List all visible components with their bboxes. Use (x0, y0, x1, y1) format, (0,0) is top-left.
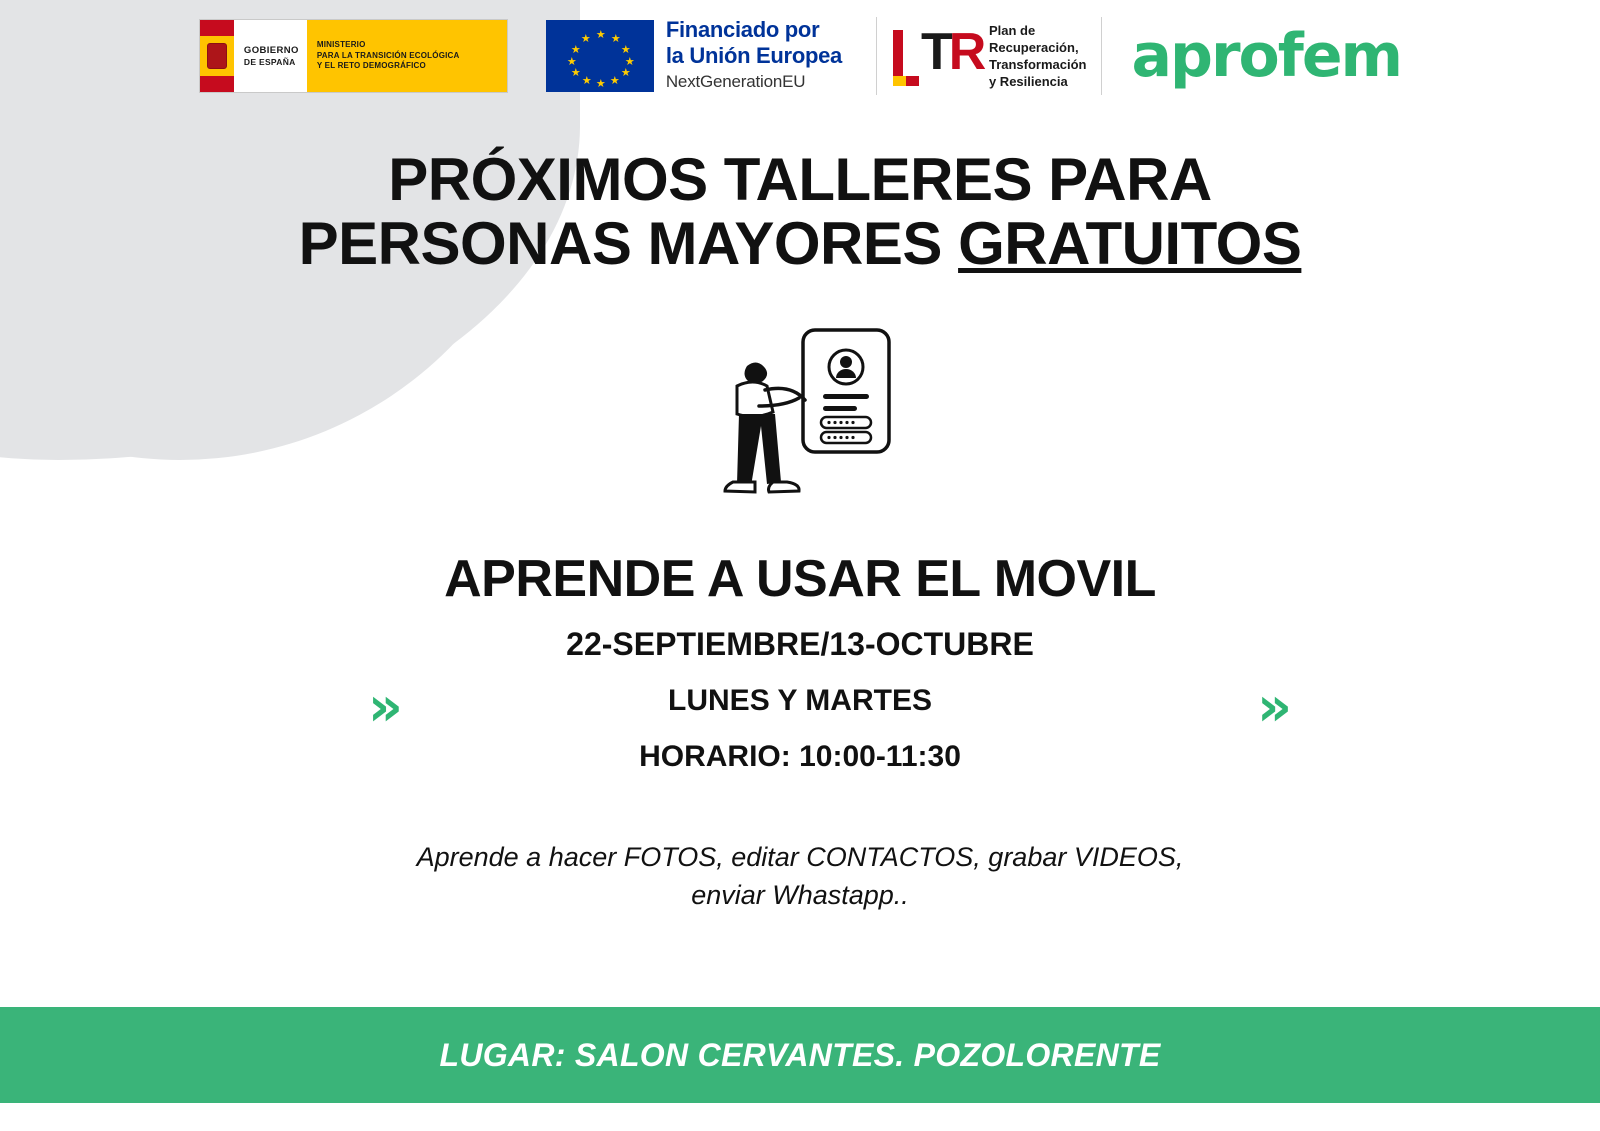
event-days: LUNES Y MARTES (668, 684, 932, 717)
eu-flag-icon: ★ ★ ★ ★ ★ ★ ★ ★ ★ ★ ★ ★ (546, 20, 654, 92)
person-using-smartphone-illustration (695, 324, 905, 514)
prtr-text (989, 22, 1087, 90)
event-dates: 22-SEPTIEMBRE/13-OCTUBRE (566, 626, 1034, 662)
aprofem-logo: aprofem (1131, 21, 1402, 91)
prtr-line1: Plan de (988, 23, 1036, 38)
prtr-line4: y Resiliencia (988, 74, 1068, 89)
headline-gratuitos-emphasis: GRATUITOS (958, 210, 1302, 277)
eu-funding-text (666, 17, 842, 95)
chevron-left-decoration-icon: » (368, 675, 403, 738)
ministerio-line2: PARA LA TRANSICIÓN ECOLÓGICA (316, 50, 460, 60)
page-title (0, 148, 1600, 276)
location-text: LUGAR: SALON CERVANTES. POZOLORENTE (439, 1036, 1161, 1073)
prtr-red-bar (893, 30, 903, 82)
location-banner (0, 1007, 1600, 1103)
prtr-mark-icon (891, 24, 983, 88)
gobierno-de-espana-logo (199, 19, 508, 93)
gobierno-text (234, 20, 307, 92)
headline-line-1: PRÓXIMOS TALLERES PARA (388, 146, 1212, 213)
ministerio-line3: Y EL RETO DEMOGRÁFICO (316, 61, 426, 71)
prtr-monogram: TR (920, 23, 983, 81)
headline-line-2 (90, 212, 1510, 276)
gobierno-line1: GOBIERNO (243, 44, 299, 56)
description-line-2: enviar Whastapp.. (691, 880, 909, 910)
illustration-container (0, 324, 1600, 514)
gobierno-line2: DE ESPAÑA (243, 56, 296, 67)
spain-coat-of-arms-icon (207, 43, 227, 69)
description-line-1: Aprende a hacer FOTOS, editar CONTACTOS, grabar VIDEOS, (416, 842, 1184, 872)
eu-line2: la Unión Europea (665, 43, 842, 68)
logo-strip (0, 0, 1600, 96)
european-union-funding-logo (546, 17, 842, 95)
ministerio-line1: MINISTERIO (316, 40, 366, 50)
eu-line3: NextGenerationEU (665, 72, 806, 91)
spain-flag-icon (200, 20, 234, 92)
event-title: APRENDE A USAR EL MOVIL (444, 550, 1156, 608)
event-time: HORARIO: 10:00-11:30 (639, 740, 961, 773)
prtr-line3: Transformación (988, 57, 1087, 72)
chevron-right-decoration-icon: » (1257, 675, 1292, 738)
event-description (0, 838, 1600, 914)
ministerio-text (307, 20, 507, 92)
prtr-line2: Recuperación, (988, 40, 1079, 55)
headline-line-2-prefix: PERSONAS MAYORES (298, 210, 959, 277)
plan-recuperacion-logo (876, 17, 1102, 95)
eu-line1: Financiado por (665, 17, 820, 42)
prtr-flag-dots (893, 76, 919, 86)
event-details (0, 550, 1600, 776)
